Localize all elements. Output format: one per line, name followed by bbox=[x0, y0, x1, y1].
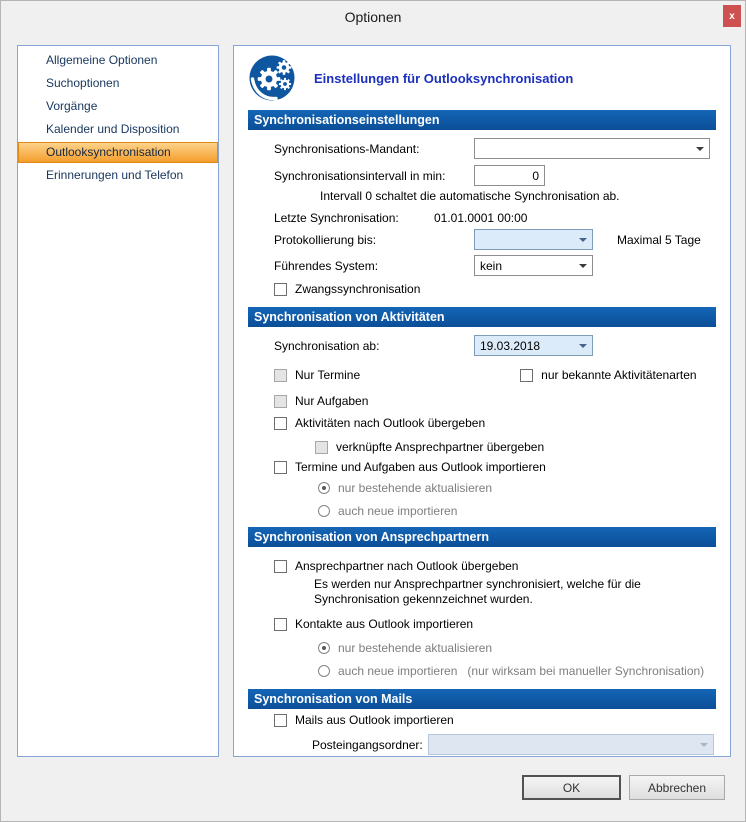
interval-hint: Intervall 0 schaltet die automatische Synchronisation ab. bbox=[320, 189, 620, 203]
only-tasks-label: Nur Aufgaben bbox=[295, 394, 369, 408]
contacts-to-outlook-row bbox=[274, 558, 714, 574]
sync-from-row bbox=[274, 335, 714, 356]
sidebar-item-label: Outlooksynchronisation bbox=[46, 145, 171, 159]
activities-to-outlook-row bbox=[274, 415, 714, 431]
sidebar-item-label: Suchoptionen bbox=[46, 76, 120, 90]
protocol-row bbox=[274, 229, 714, 250]
activities-to-outlook-label: Aktivitäten nach Outlook übergeben bbox=[295, 416, 486, 430]
only-appointments-checkbox bbox=[274, 369, 287, 382]
ok-button[interactable] bbox=[522, 775, 621, 800]
interval-label: Synchronisationsintervall in min: bbox=[274, 168, 446, 183]
chevron-down-icon bbox=[700, 743, 708, 747]
last-sync-label: Letzte Synchronisation: bbox=[274, 211, 399, 225]
only-tasks-checkbox bbox=[274, 395, 287, 408]
contacts-hint-line1: Es werden nur Ansprechpartner synchronisiert, welche für die bbox=[314, 577, 641, 591]
section-header-synchronisationseinstellungen: Synchronisationseinstellungen bbox=[248, 110, 716, 130]
section-header-mails: Synchronisation von Mails bbox=[248, 689, 716, 709]
activities-import-new-radio bbox=[318, 505, 330, 517]
sidebar-item-allgemeine-optionen[interactable] bbox=[19, 50, 217, 71]
section-header-ansprechpartner: Synchronisation von Ansprechpartnern bbox=[248, 527, 716, 547]
footer-buttons bbox=[522, 775, 725, 800]
only-known-types-checkbox[interactable] bbox=[520, 369, 533, 382]
last-sync-value: 01.01.0001 00:00 bbox=[434, 211, 528, 225]
sidebar bbox=[17, 45, 219, 757]
leading-system-value: kein bbox=[480, 258, 503, 273]
linked-contacts-checkbox bbox=[315, 441, 328, 454]
ok-button-label: OK bbox=[562, 780, 581, 795]
activities-update-existing-label: nur bestehende aktualisieren bbox=[338, 480, 493, 495]
chevron-down-icon bbox=[579, 238, 587, 242]
close-button[interactable] bbox=[723, 5, 741, 27]
panel-header bbox=[234, 46, 730, 106]
contacts-hint-line2: Synchronisation gekennzeichnet wurden. bbox=[314, 592, 533, 606]
contacts-hint bbox=[314, 577, 730, 607]
linked-contacts-row bbox=[315, 439, 714, 455]
sync-interval-input[interactable] bbox=[474, 165, 545, 186]
force-sync-row bbox=[274, 281, 714, 297]
page-title: Einstellungen für Outlooksynchronisation bbox=[314, 70, 574, 86]
mandant-row bbox=[274, 138, 714, 159]
contacts-update-existing-row bbox=[318, 640, 714, 655]
contacts-import-new-label: auch neue importieren bbox=[338, 663, 458, 678]
chevron-down-icon bbox=[696, 147, 704, 151]
contacts-to-outlook-label: Ansprechpartner nach Outlook übergeben bbox=[295, 559, 519, 573]
sync-from-date-dropdown[interactable] bbox=[474, 335, 593, 356]
contacts-to-outlook-checkbox[interactable] bbox=[274, 560, 287, 573]
contacts-import-new-row bbox=[318, 663, 714, 678]
leading-system-row bbox=[274, 255, 714, 276]
sidebar-item-kalender-und-disposition[interactable] bbox=[19, 119, 217, 140]
sidebar-item-label: Erinnerungen und Telefon bbox=[46, 168, 184, 182]
only-appointments-label: Nur Termine bbox=[295, 368, 361, 382]
contacts-import-checkbox[interactable] bbox=[274, 618, 287, 631]
sidebar-item-label: Kalender und Disposition bbox=[46, 122, 180, 136]
mails-import-checkbox[interactable] bbox=[274, 714, 287, 727]
contacts-update-existing-label: nur bestehende aktualisieren bbox=[338, 640, 493, 655]
window-title: Optionen bbox=[344, 9, 402, 25]
activities-to-outlook-checkbox[interactable] bbox=[274, 417, 287, 430]
cancel-button[interactable] bbox=[629, 775, 725, 800]
contacts-import-new-radio bbox=[318, 665, 330, 677]
linked-contacts-label: verknüpfte Ansprechpartner übergeben bbox=[336, 440, 545, 454]
sidebar-item-suchoptionen[interactable] bbox=[19, 73, 217, 94]
inbox-row bbox=[312, 734, 714, 755]
activities-update-existing-radio bbox=[318, 482, 330, 494]
only-appointments-row bbox=[274, 367, 714, 383]
activities-import-new-label: auch neue importieren bbox=[338, 503, 458, 518]
activities-update-existing-row bbox=[318, 480, 714, 495]
activities-import-new-row bbox=[318, 503, 714, 518]
activities-import-label: Termine und Aufgaben aus Outlook importieren bbox=[295, 460, 546, 474]
chevron-down-icon bbox=[579, 344, 587, 348]
inbox-label: Posteingangsordner: bbox=[312, 737, 423, 752]
force-sync-label: Zwangssynchronisation bbox=[295, 282, 421, 296]
contacts-import-label: Kontakte aus Outlook importieren bbox=[295, 617, 474, 631]
sidebar-item-label: Vorgänge bbox=[46, 99, 98, 113]
interval-row bbox=[274, 165, 714, 186]
chevron-down-icon bbox=[579, 264, 587, 268]
titlebar[interactable] bbox=[1, 1, 745, 33]
section-header-aktivitaeten: Synchronisation von Aktivitäten bbox=[248, 307, 716, 327]
mandant-dropdown[interactable] bbox=[474, 138, 710, 159]
sync-gears-icon bbox=[248, 54, 296, 102]
sidebar-item-vorgaenge[interactable] bbox=[19, 96, 217, 117]
mandant-label: Synchronisations-Mandant: bbox=[274, 141, 420, 156]
last-sync-row bbox=[274, 210, 714, 226]
leading-system-label: Führendes System: bbox=[274, 258, 379, 273]
protocol-dropdown[interactable] bbox=[474, 229, 593, 250]
protocol-label: Protokollierung bis: bbox=[274, 232, 377, 247]
contacts-update-existing-radio bbox=[318, 642, 330, 654]
sidebar-item-erinnerungen-und-telefon[interactable] bbox=[19, 165, 217, 186]
close-icon: x bbox=[729, 10, 735, 22]
sidebar-item-label: Allgemeine Optionen bbox=[46, 53, 158, 67]
sidebar-item-outlooksynchronisation[interactable] bbox=[18, 142, 218, 163]
leading-system-dropdown[interactable] bbox=[474, 255, 593, 276]
contacts-import-row bbox=[274, 616, 714, 632]
inbox-dropdown bbox=[428, 734, 714, 755]
sync-from-label: Synchronisation ab: bbox=[274, 338, 380, 353]
settings-panel bbox=[233, 45, 731, 757]
mails-import-row bbox=[274, 712, 714, 728]
sync-from-value: 19.03.2018 bbox=[480, 338, 541, 353]
protocol-hint: Maximal 5 Tage bbox=[617, 232, 701, 247]
activities-import-checkbox[interactable] bbox=[274, 461, 287, 474]
mails-import-label: Mails aus Outlook importieren bbox=[295, 713, 454, 727]
only-tasks-row bbox=[274, 393, 714, 409]
force-sync-checkbox[interactable] bbox=[274, 283, 287, 296]
cancel-button-label: Abbrechen bbox=[647, 780, 707, 795]
contacts-import-new-note: (nur wirksam bei manueller Synchronisation) bbox=[467, 663, 705, 678]
only-known-types-label: nur bekannte Aktivitätenarten bbox=[541, 368, 697, 382]
activities-import-row bbox=[274, 459, 714, 475]
